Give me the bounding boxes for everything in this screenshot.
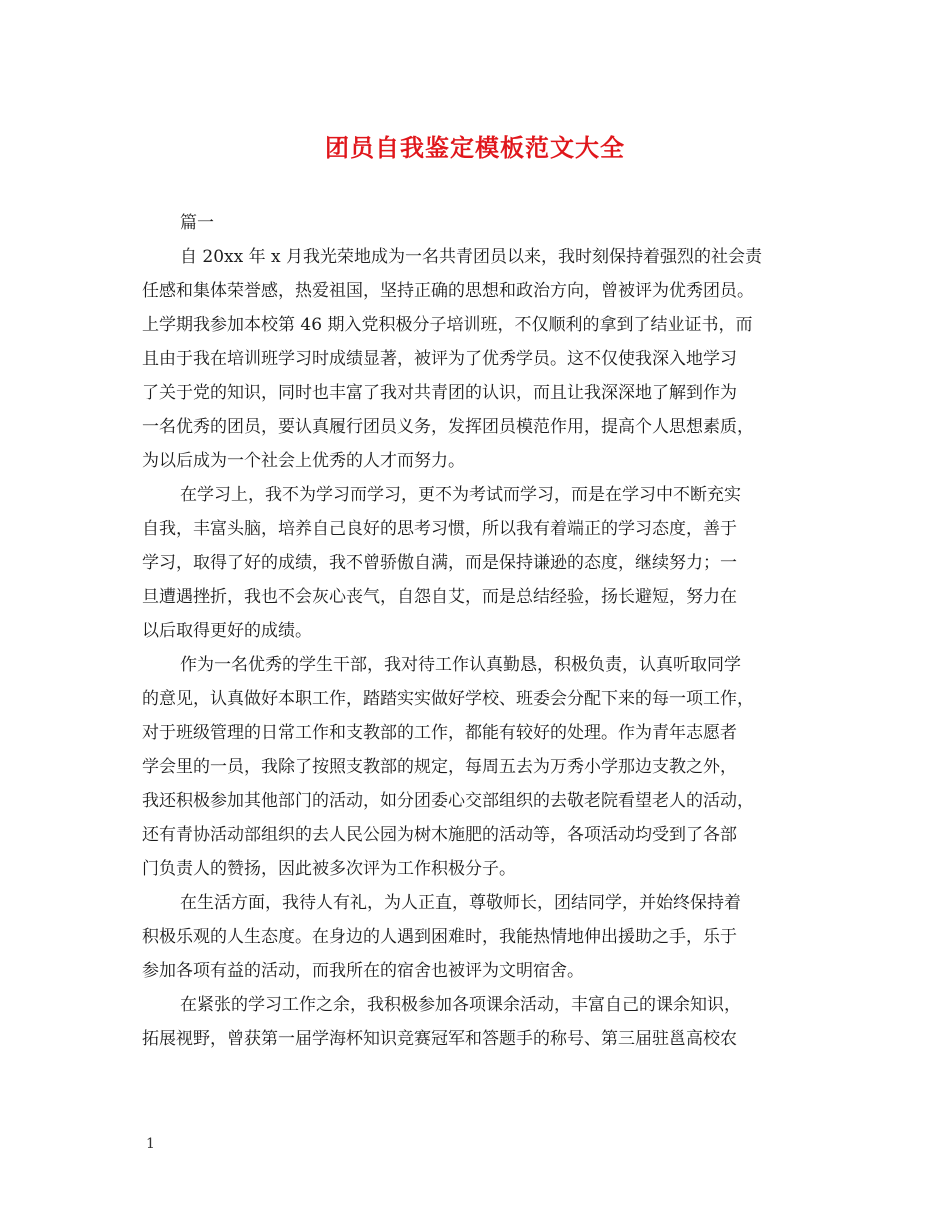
text-line: 在生活方面，我待人有礼，为人正直，尊敬师长，团结同学，并始终保持着 bbox=[180, 893, 741, 913]
text-line: 门负责人的赞扬，因此被多次评为工作积极分子。 bbox=[142, 859, 516, 879]
text-line: 积极乐观的人生态度。在身边的人遇到困难时，我能热情地伸出援助之手，乐于 bbox=[142, 927, 737, 947]
text-line: 在紧张的学习工作之余，我积极参加各项课余活动，丰富自己的课余知识， bbox=[180, 995, 741, 1015]
text-line: 作为一名优秀的学生干部，我对待工作认真勤恳，积极负责，认真听取同学 bbox=[180, 655, 741, 675]
text-line: 为以后成为一个社会上优秀的人才而努力。 bbox=[142, 451, 465, 471]
text-line: 且由于我在培训班学习时成绩显著，被评为了优秀学员。这不仅使我深入地学习 bbox=[142, 349, 737, 369]
section-label: 篇一 bbox=[180, 213, 214, 233]
text-line: 学会里的一员，我除了按照支教部的规定，每周五去为万秀小学那边支教之外， bbox=[142, 757, 737, 777]
text-line: 还有青协活动部组织的去人民公园为树木施肥的活动等，各项活动均受到了各部 bbox=[142, 825, 737, 845]
text-line: 对于班级管理的日常工作和支教部的工作，都能有较好的处理。作为青年志愿者 bbox=[142, 723, 737, 743]
text-line: 旦遭遇挫折，我也不会灰心丧气，自怨自艾，而是总结经验，扬长避短，努力在 bbox=[142, 587, 737, 607]
text-line: 自我，丰富头脑，培养自己良好的思考习惯，所以我有着端正的学习态度，善于 bbox=[142, 519, 737, 539]
text-line: 在学习上，我不为学习而学习，更不为考试而学习，而是在学习中不断充实 bbox=[180, 485, 741, 505]
text-line: 上学期我参加本校第 46 期入党积极分子培训班，不仅顺利的拿到了结业证书，而 bbox=[142, 315, 753, 335]
paragraph-lines bbox=[142, 240, 822, 1056]
text-line: 学习，取得了好的成绩，我不曾骄傲自满，而是保持谦逊的态度，继续努力；一 bbox=[142, 553, 737, 573]
text-line: 了关于党的知识，同时也丰富了我对共青团的认识，而且让我深深地了解到作为 bbox=[142, 383, 737, 403]
text-line: 我还积极参加其他部门的活动，如分团委心交部组织的去敬老院看望老人的活动， bbox=[142, 791, 754, 811]
text-line: 拓展视野，曾获第一届学海杯知识竞赛冠军和答题手的称号、第三届驻邕高校农 bbox=[142, 1029, 737, 1049]
text-line: 任感和集体荣誉感，热爱祖国，坚持正确的思想和政治方向，曾被评为优秀团员。 bbox=[142, 281, 754, 301]
document-title: 团员自我鉴定模板范文大全 bbox=[325, 134, 625, 162]
document-body bbox=[142, 206, 822, 1056]
text-line: 参加各项有益的活动，而我所在的宿舍也被评为文明宿舍。 bbox=[142, 961, 584, 981]
text-line: 以后取得更好的成绩。 bbox=[142, 621, 312, 641]
text-line: 自 20xx 年 x 月我光荣地成为一名共青团员以来，我时刻保持着强烈的社会责 bbox=[180, 247, 763, 267]
page-number: 1 bbox=[146, 1136, 155, 1152]
text-line: 的意见，认真做好本职工作，踏踏实实做好学校、班委会分配下来的每一项工作， bbox=[142, 689, 754, 709]
text-line: 一名优秀的团员，要认真履行团员义务，发挥团员模范作用，提高个人思想素质， bbox=[142, 417, 754, 437]
